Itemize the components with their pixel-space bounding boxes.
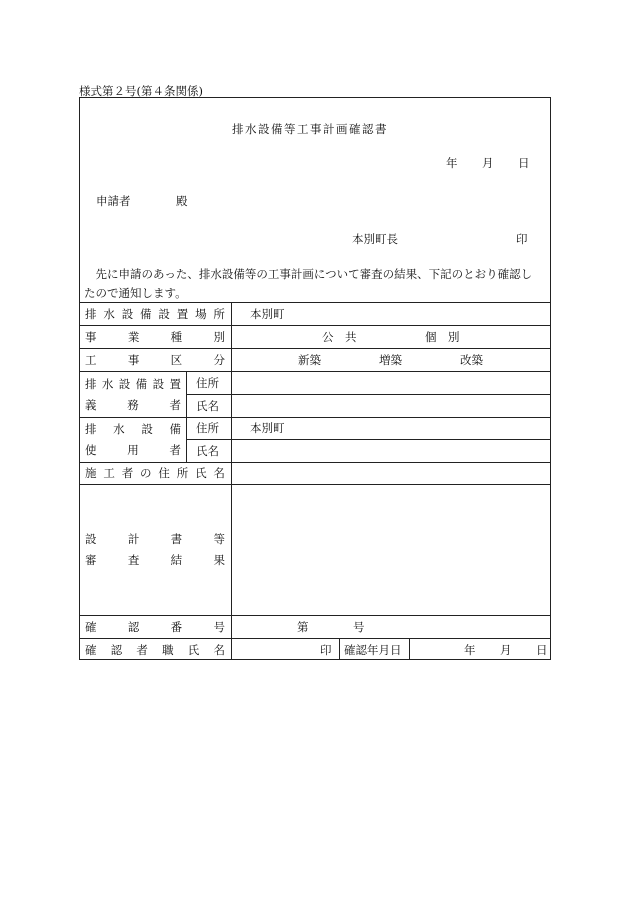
body-text-line1: 先に申請のあった、排水設備等の工事計画について審査の結果、下記のとおり確認し [84, 267, 533, 281]
row-divider [186, 439, 551, 440]
confirmer-label: 確 認 者 職 氏 名 [85, 643, 225, 657]
obligor-label-line1: 排 水 設 備 設 置 [85, 377, 181, 391]
confirmation-number-suffix: 号 [353, 620, 365, 634]
confirmation-date-month: 月 [500, 643, 512, 657]
contractor-label: 施 工 者 の 住 所 氏 名 [85, 466, 225, 480]
row-divider [79, 462, 551, 463]
confirmation-number-prefix: 第 [297, 620, 309, 634]
confirmation-date-day: 日 [536, 643, 548, 657]
row-divider [79, 638, 551, 639]
issuer-title: 本別町長 [352, 232, 398, 246]
business-type-public: 公 共 [322, 330, 357, 344]
date-month-label: 月 [482, 156, 494, 170]
user-label-line1: 排 水 設 備 [85, 422, 181, 436]
row-divider [79, 348, 551, 349]
body-text-line2: たので通知します。 [84, 286, 187, 300]
column-divider [409, 638, 410, 660]
row-divider [79, 615, 551, 616]
row-divider [79, 325, 551, 326]
row-divider [186, 394, 551, 395]
work-category-renovation: 改築 [460, 353, 483, 367]
user-name-label: 氏名 [196, 444, 219, 458]
work-category-extension: 増築 [379, 353, 402, 367]
location-label: 排 水 設 備 設 置 場 所 [85, 307, 225, 321]
user-label-line2: 使 用 者 [85, 443, 181, 457]
form-number: 様式第２号(第４条関係) [79, 84, 203, 98]
obligor-address-label: 住所 [196, 376, 219, 390]
review-label-line1: 設 計 書 等 [85, 532, 225, 546]
column-divider [231, 302, 232, 660]
obligor-name-label: 氏名 [196, 399, 219, 413]
confirmation-number-label: 確 認 番 号 [85, 620, 225, 634]
row-divider [79, 417, 551, 418]
date-day-label: 日 [518, 156, 530, 170]
date-year-label: 年 [446, 156, 458, 170]
applicant-label: 申請者 [96, 194, 131, 208]
column-divider [186, 371, 187, 462]
applicant-honorific: 殿 [176, 194, 188, 208]
user-address-label: 住所 [196, 421, 219, 435]
business-type-label: 事 業 種 別 [85, 330, 225, 344]
document-title: 排水設備等工事計画確認書 [232, 122, 388, 136]
location-value: 本別町 [250, 307, 285, 321]
row-divider [79, 371, 551, 372]
row-divider [79, 484, 551, 485]
confirmer-seal: 印 [320, 643, 332, 657]
issuer-seal: 印 [516, 232, 528, 246]
review-label-line2: 審 査 結 果 [85, 553, 225, 567]
confirmation-date-label: 確認年月日 [344, 643, 402, 657]
row-divider [79, 302, 551, 303]
column-divider [339, 638, 340, 660]
user-address-value: 本別町 [250, 421, 285, 435]
obligor-label-line2: 義 務 者 [85, 398, 181, 412]
confirmation-date-year: 年 [464, 643, 476, 657]
business-type-private: 個 別 [425, 330, 460, 344]
work-category-new: 新築 [298, 353, 321, 367]
work-category-label: 工 事 区 分 [85, 353, 225, 367]
